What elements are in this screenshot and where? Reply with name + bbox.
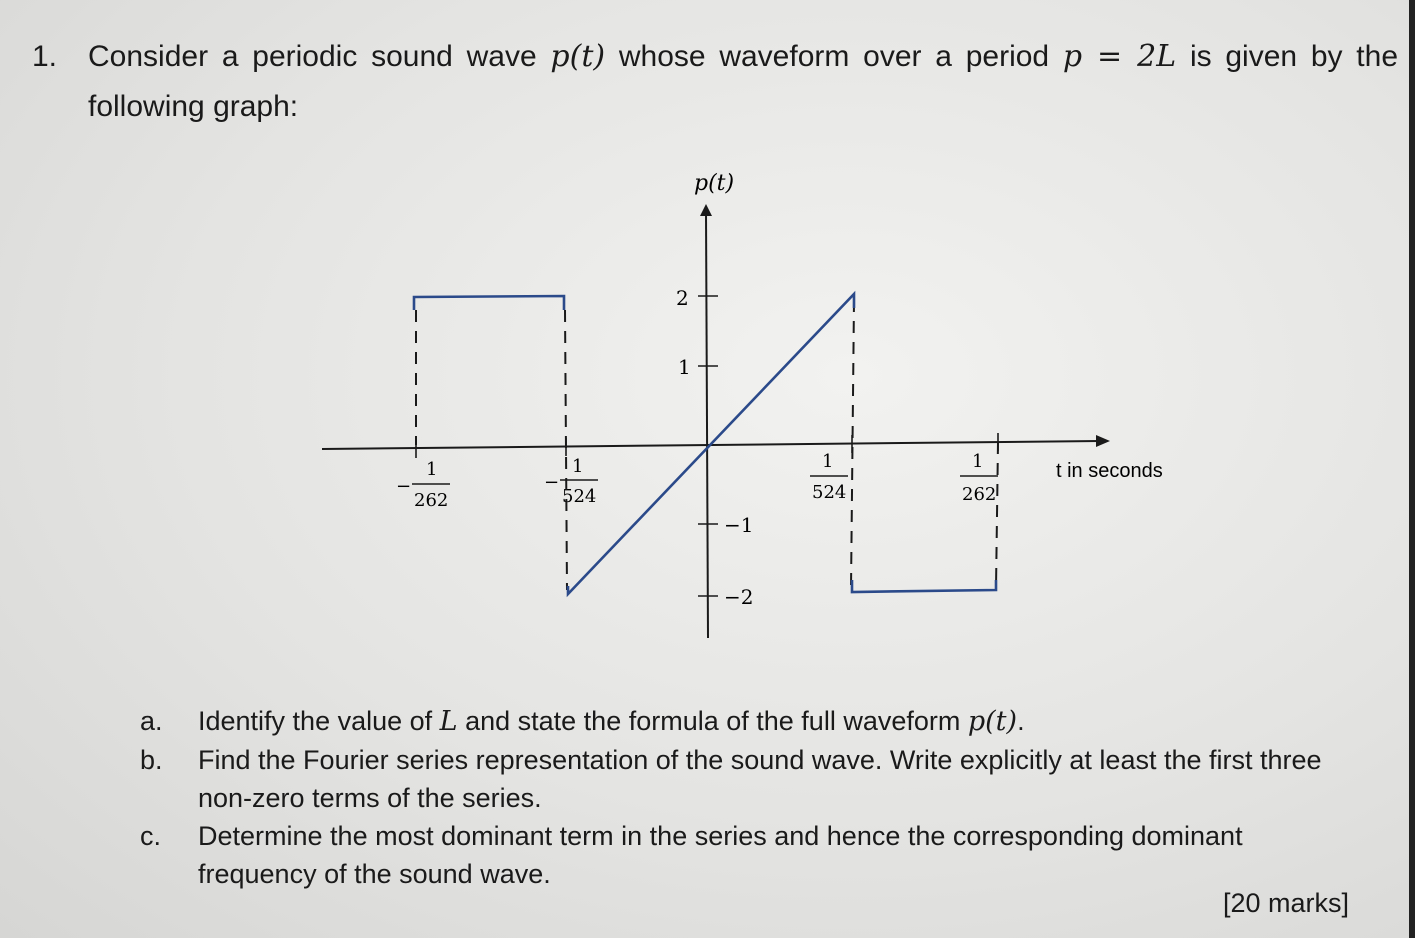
fraction-numerator: 1 [572,456,584,477]
part-label: c. [140,821,162,851]
x-tick-label-neg-1-262 [396,459,450,511]
math-period: p = 2L [1062,39,1177,74]
dashed-guide [996,442,998,588]
question-text-part: is given by the following graph: [88,40,1399,123]
y-axis-arrow [700,204,712,216]
fraction-numerator: 1 [972,451,984,472]
fraction-sign: − [396,476,412,497]
fraction-numerator: 1 [822,451,834,472]
x-axis-label: t in seconds [1056,460,1163,482]
fraction-numerator: 1 [426,459,438,480]
x-tick-label-neg-1-524 [544,456,598,507]
marks-label: [20 marks] [1222,888,1349,918]
fraction-denominator: 262 [962,484,997,505]
waveform-square-left [414,296,564,310]
question-text-part: Consider a periodic sound wave [88,40,551,73]
sub-questions [140,702,1360,893]
part-text: Determine the most dominant term in the series and hence the corresponding dominant frequency of the sound wave. [198,821,1243,889]
part-b [140,741,1360,817]
x-axis-arrow [1096,435,1110,447]
x-tick-label-1-524 [810,451,848,503]
y-tick-label: −1 [724,513,754,537]
fraction-denominator: 524 [812,482,847,503]
part-c [140,817,1360,893]
y-tick-label: 1 [678,355,691,379]
y-tick-label: −2 [724,585,754,609]
fraction-denominator: 262 [414,490,449,511]
part-text: Find the Fourier series representation of the sound wave. Write explicitly at least the first three non-zero terms of the series. [198,745,1322,813]
y-axis-label: p(t) [694,171,735,196]
part-label: a. [140,706,163,736]
math-p-of-t: p(t) [967,706,1018,737]
math-p-of-t: p(t) [550,39,606,74]
question-text-part: whose waveform over a period [605,40,1063,73]
y-tick-label: 2 [676,286,689,310]
waveform-graph [300,160,1180,650]
fraction-sign: − [544,472,560,493]
part-text-span: and state the formula of the full waveform [457,706,968,736]
part-a [140,702,1360,741]
question-text [88,32,1398,132]
part-text-span: Identify the value of [198,706,440,736]
fraction-denominator: 524 [562,486,597,507]
math-L: L [439,706,458,737]
screen-bezel [1409,0,1415,938]
x-tick-label-1-262 [960,451,998,505]
part-text [198,702,1360,741]
question-number: 1. [32,40,58,73]
y-axis [706,212,708,638]
part-label: b. [140,745,163,775]
part-text-span: . [1017,706,1025,736]
waveform-square-right [852,580,996,592]
